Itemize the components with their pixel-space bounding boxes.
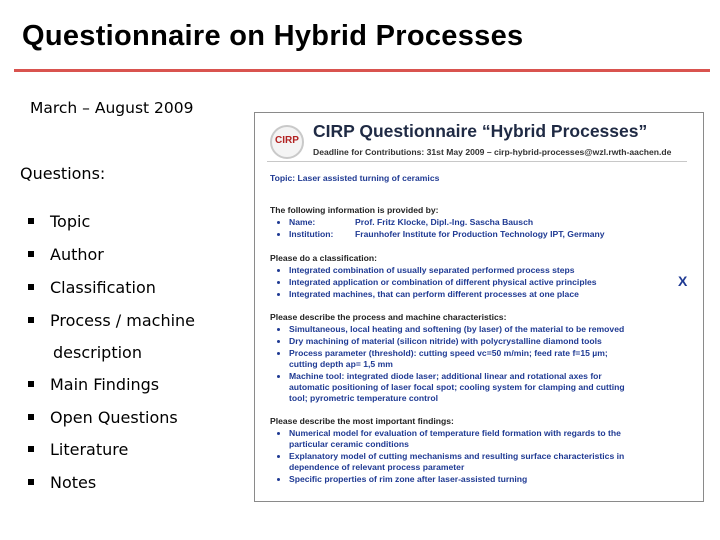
classification-item: Integrated machines, that can perform different processes at one place — [289, 289, 579, 299]
classification-heading: Please do a classification: — [270, 253, 377, 263]
findings-line: Explanatory model of cutting mechanisms and resulting surface characteristics in — [289, 451, 625, 461]
bullet-icon — [277, 269, 280, 272]
describe-line: Process parameter (threshold): cutting speed vc=50 m/min; feed rate f=15 µm; — [289, 348, 608, 358]
document-divider — [267, 161, 687, 162]
question-label: Topic — [50, 212, 91, 231]
bullet-icon — [28, 284, 34, 290]
questionnaire-document-image — [254, 112, 704, 502]
findings-line: Numerical model for evaluation of temperature field formation with regards to the — [289, 428, 621, 438]
describe-heading: Please describe the process and machine characteristics: — [270, 312, 507, 322]
bullet-icon — [277, 432, 280, 435]
question-continuation: description — [53, 343, 142, 362]
findings-heading: Please describe the most important findings: — [270, 416, 454, 426]
describe-line: cutting depth ap= 1,5 mm — [289, 359, 393, 369]
question-label: Process / machine — [50, 311, 196, 330]
slide-title: Questionnaire on Hybrid Processes — [22, 20, 524, 52]
bullet-icon — [28, 218, 34, 224]
bullet-icon — [28, 414, 34, 420]
document-deadline: Deadline for Contributions: 31st May 2009 – cirp-hybrid-processes@wzl.rwth-aachen.de — [313, 147, 672, 157]
describe-line: Simultaneous, local heating and softening (by laser) of the material to be removed — [289, 324, 625, 334]
document-title: CIRP Questionnaire “Hybrid Processes” — [313, 121, 648, 141]
question-label: Classification — [50, 278, 156, 297]
question-label: Notes — [50, 473, 97, 492]
bullet-icon — [277, 340, 280, 343]
question-label: Literature — [50, 440, 129, 459]
describe-line: Machine tool: integrated diode laser; additional linear and rotational axes for — [289, 371, 602, 381]
question-label: Author — [50, 245, 104, 264]
question-label: Main Findings — [50, 375, 160, 394]
bullet-icon — [28, 479, 34, 485]
bullet-icon — [28, 381, 34, 387]
classification-item: Integrated application or combination of different physical active principles — [289, 277, 597, 287]
bullet-icon — [277, 352, 280, 355]
questions-heading: Questions: — [20, 164, 106, 183]
describe-line: tool; pyrometric temperature control — [289, 393, 438, 403]
info-heading: The following information is provided by: — [270, 205, 439, 215]
bullet-icon — [28, 317, 34, 323]
bullet-icon — [277, 281, 280, 284]
findings-line: Specific properties of rim zone after laser-assisted turning — [289, 474, 528, 484]
bullet-icon — [277, 455, 280, 458]
bullet-icon — [277, 233, 280, 236]
bullet-icon — [28, 251, 34, 257]
bullet-icon — [277, 293, 280, 296]
findings-line: dependence of relevant process parameter — [289, 462, 465, 472]
findings-line: particular ceramic conditions — [289, 439, 409, 449]
name-label: Name: — [289, 217, 316, 227]
bullet-icon — [28, 446, 34, 452]
describe-line: automatic positioning of laser focal spot; cooling system for clamping and cutting — [289, 382, 625, 392]
cirp-logo-icon — [270, 125, 304, 159]
date-range: March – August 2009 — [30, 99, 194, 117]
name-value: Prof. Fritz Klocke, Dipl.-Ing. Sascha Bausch — [355, 217, 534, 227]
institution-label: Institution: — [289, 229, 334, 239]
bullet-icon — [277, 375, 280, 378]
institution-value: Fraunhofer Institute for Production Technology IPT, Germany — [355, 229, 605, 239]
selected-mark: X — [678, 273, 688, 289]
bullet-icon — [277, 221, 280, 224]
title-divider — [14, 69, 710, 72]
bullet-icon — [277, 478, 280, 481]
document-topic: Topic: Laser assisted turning of ceramics — [270, 173, 440, 183]
bullet-icon — [277, 328, 280, 331]
describe-line: Dry machining of material (silicon nitride) with polycrystalline diamond tools — [289, 336, 602, 346]
question-label: Open Questions — [50, 408, 178, 427]
logo-text: CIRP — [275, 135, 299, 146]
classification-item: Integrated combination of usually separated performed process steps — [289, 265, 575, 275]
